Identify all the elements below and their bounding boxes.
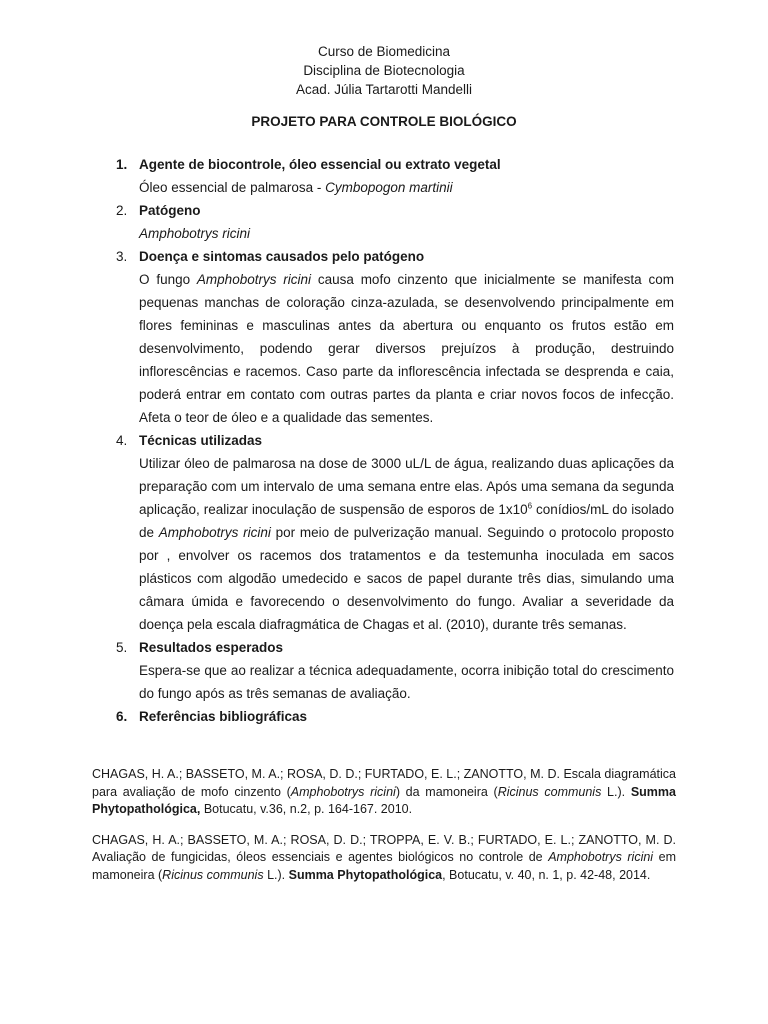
ref-text: CHAGAS, H. A.; BASSETO, M. A.; ROSA, D. D.; TROPPA, E. V. B.; FURTADO, E. L.; ZANOTTO, M. D. Avaliação de fungicidas, óleos essenciais e agentes biológicos no controle de [92, 832, 676, 864]
section-6 [116, 705, 674, 728]
body-text: O fungo [139, 272, 197, 287]
section-heading-text: Referências bibliográficas [139, 709, 308, 724]
body-text: conídios/mL do isolado de [139, 502, 674, 540]
section-heading [116, 153, 674, 176]
ref-species: Amphobotrys ricini [548, 850, 654, 864]
student-name: Acad. Júlia Tartarotti Mandelli [295, 82, 473, 97]
ref-text: L.). [263, 867, 289, 882]
ref-journal: Summa Phytopathológica, [92, 784, 676, 816]
species-name: Amphobotrys ricini [158, 525, 271, 540]
section-number: 6. [116, 709, 128, 724]
body-text: Espera-se que ao realizar a técnica adequadamente, ocorra inibição total do crescimento do fungo após as três semanas de avaliação. [139, 663, 674, 701]
section-body [116, 268, 674, 429]
section-2 [116, 199, 674, 245]
section-heading [116, 199, 674, 222]
section-heading-text: Técnicas utilizadas [139, 433, 263, 448]
body-text: Óleo essencial de palmarosa - [139, 180, 326, 195]
ref-text: , Botucatu, v. 40, n. 1, p. 42-48, 2014. [442, 867, 651, 882]
exponent: 6 [527, 501, 533, 511]
section-body [116, 176, 674, 199]
ref-text: em mamoneira ( [92, 850, 676, 882]
section-heading-text: Resultados esperados [139, 640, 284, 655]
section-body [116, 659, 674, 705]
section-5 [116, 636, 674, 705]
species-name: Amphobotrys ricini [196, 272, 312, 287]
ref-text: CHAGAS, H. A.; BASSETO, M. A.; ROSA, D. D.; FURTADO, E. L.; ZANOTTO, M. D. Escala diagramática para avaliação de mofo cinzento ( [92, 767, 676, 799]
section-body [116, 222, 674, 245]
section-4 [116, 429, 674, 636]
species-name: Cymbopogon martinii [325, 180, 453, 195]
body-text: Utilizar óleo de palmarosa na dose de 3000 uL/L de água, realizando duas aplicações da preparação com um intervalo de uma semana entre elas. Após uma semana da segunda aplicação, realizar inoculação de suspensão de esporos de 1x10 [139, 456, 674, 517]
section-number: 1. [116, 157, 128, 172]
species-name: Amphobotrys ricini [139, 226, 251, 241]
ref-text: ) da mamoneira ( [395, 784, 498, 799]
ref-journal: Summa Phytopathológica [288, 867, 443, 882]
section-heading [116, 245, 674, 268]
section-number: 2. [116, 203, 128, 218]
discipline-name: Disciplina de Biotecnologia [303, 63, 465, 78]
section-number: 4. [116, 433, 128, 448]
section-heading [116, 636, 674, 659]
body-text: causa mofo cinzento que inicialmente se manifesta com pequenas manchas de coloração cinza-azulada, se desenvolvendo principalmente em flores femininas e masculinas antes da abertura ou enquanto os frutos estão em desenvolvimento, podendo gerar diversos prejuízos à produção, destruindo inflorescências e racemos. Caso parte da inflorescência infectada se desprenda e caia, poderá entrar em contato com outras partes da planta e criar novos focos de infecção. Afeta o teor de óleo e a qualidade das sementes. [139, 272, 674, 425]
ref-text: Botucatu, v.36, n.2, p. 164-167. 2010. [200, 802, 413, 816]
course-name: Curso de Biomedicina [317, 44, 451, 59]
section-heading [116, 429, 674, 452]
section-1 [116, 153, 674, 199]
section-heading-text: Doença e sintomas causados pelo patógeno [139, 249, 425, 264]
section-heading-text: Agente de biocontrole, óleo essencial ou extrato vegetal [139, 157, 501, 172]
ref-text: L.). [601, 784, 631, 799]
ref-species: Ricinus communis [162, 867, 264, 882]
ref-species: Amphobotrys ricini [290, 784, 396, 799]
references-list [92, 766, 676, 897]
section-number: 5. [116, 640, 128, 655]
reference-item [92, 766, 676, 819]
section-3 [116, 245, 674, 429]
ref-species: Ricinus communis [497, 784, 602, 799]
section-number: 3. [116, 249, 128, 264]
section-heading [116, 705, 674, 728]
sections-list [116, 153, 674, 728]
reference-item [92, 832, 676, 885]
document-header [0, 42, 768, 99]
section-body [116, 452, 674, 636]
document-title: PROJETO PARA CONTROLE BIOLÓGICO [251, 114, 517, 129]
body-text: por meio de pulverização manual. Seguindo o protocolo proposto por , envolver os racemos dos tratamentos e da testemunha inoculada em sacos plásticos com algodão umedecido e sacos de papel durante três dias, simulando uma câmara úmida e favorecendo o desenvolvimento do fungo. Avaliar a severidade da doença pela escala diafragmática de Chagas et al. (2010), durante três semanas. [139, 525, 674, 632]
section-heading-text: Patógeno [139, 203, 201, 218]
